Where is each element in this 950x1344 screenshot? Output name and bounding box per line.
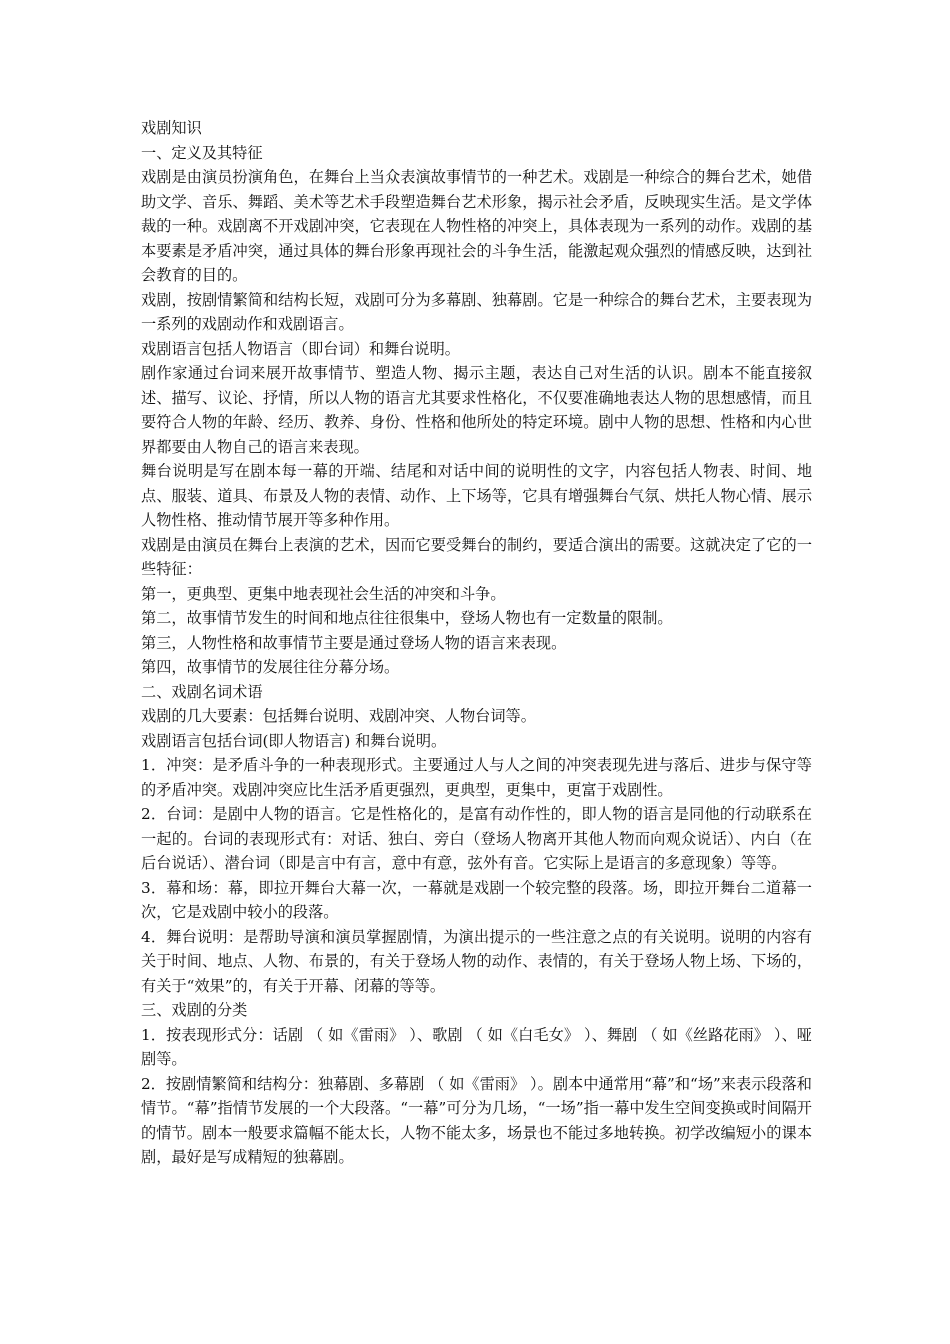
- paragraph: 剧作家通过台词来展开故事情节、塑造人物、揭示主题，表达自己对生活的认识。剧本不能直接叙述、描写、议论、抒情，所以人物的语言尤其要求性格化，不仅要准确地表达人物的思想感情，而且要符合人物的年龄、经历、教养、身份、性格和他所处的特定环境。剧中人物的思想、性格和内心世界都要由人物自己的语言来表现。: [141, 364, 812, 456]
- list-item: 3．幕和场：幕，即拉开舞台大幕一次，一幕就是戏剧一个较完整的段落。场，即拉开舞台二道幕一次，它是戏剧中较小的段落。: [141, 878, 812, 921]
- paragraph: 戏剧语言包括人物语言（即台词）和舞台说明。: [141, 339, 460, 358]
- list-item: 第二，故事情节发生的时间和地点往往很集中，登场人物也有一定数量的限制。: [141, 609, 673, 627]
- list-item: 第一，更典型、更集中地表现社会生活的冲突和斗争。: [141, 584, 506, 603]
- document-page: [141, 116, 812, 1170]
- paragraph: 戏剧语言包括台词(即人物语言) 和舞台说明。: [141, 731, 447, 750]
- paragraph: 戏剧是由演员扮演角色，在舞台上当众表演故事情节的一种艺术。戏剧是一种综合的舞台艺术，她借助文学、音乐、舞蹈、美术等艺术手段塑造舞台艺术形象，揭示社会矛盾，反映现实生活。是文学体裁的一种。戏剧离不开戏剧冲突，它表现在人物性格的冲突上，具体表现为一系列的动作。戏剧的基本要素是矛盾冲突，通过具体的舞台形象再现社会的斗争生活，能激起观众强烈的情感反映，达到社会教育的目的。: [141, 168, 812, 284]
- list-item: 2．按剧情繁简和结构分：独幕剧、多幕剧 （ 如《雷雨》 ）。剧本中通常用“幕”和“场”来表示段落和情节。“幕”指情节发展的一个大段落。“一幕”可分为几场，“一场”指一幕中发生空间变换或时间隔开的情节。剧本一般要求篇幅不能太长，人物不能太多，场景也不能过多地转换。初学改编短小的课本剧，最好是写成精短的独幕剧。: [141, 1074, 812, 1166]
- list-item: 第三，人物性格和故事情节主要是通过登场人物的语言来表现。: [141, 633, 567, 652]
- paragraph: 戏剧，按剧情繁简和结构长短，戏剧可分为多幕剧、独幕剧。它是一种综合的舞台艺术，主要表现为一系列的戏剧动作和戏剧语言。: [141, 290, 812, 333]
- section-heading: 三、戏剧的分类: [141, 1001, 248, 1019]
- section-heading: 一、定义及其特征: [141, 143, 263, 162]
- document-title: 戏剧知识: [141, 119, 202, 137]
- paragraph: 舞台说明是写在剧本每一幕的开端、结尾和对话中间的说明性的文字，内容包括人物表、时间、地点、服装、道具、布景及人物的表情、动作、上下场等，它具有增强舞台气氛、烘托人物心情、展示人物性格、推动情节展开等多种作用。: [141, 462, 812, 529]
- paragraph: 戏剧是由演员在舞台上表演的艺术，因而它要受舞台的制约，要适合演出的需要。这就决定了它的一些特征：: [141, 535, 812, 578]
- list-item: 1．冲突：是矛盾斗争的一种表现形式。主要通过人与人之间的冲突表现先进与落后、进步与保守等的矛盾冲突。戏剧冲突应比生活矛盾更强烈，更典型，更集中，更富于戏剧性。: [141, 756, 812, 799]
- list-item: 2．台词：是剧中人物的语言。它是性格化的，是富有动作性的，即人物的语言是同他的行动联系在一起的。台词的表现形式有：对话、独白、旁白（登场人物离开其他人物而向观众说话）、内白（在后台说话）、潜台词（即是言中有言，意中有意，弦外有音。它实际上是语言的多意现象）等等。: [141, 805, 812, 872]
- list-item: 第四，故事情节的发展往往分幕分场。: [141, 658, 400, 676]
- paragraph: 戏剧的几大要素：包括舞台说明、戏剧冲突、人物台词等。: [141, 707, 536, 725]
- section-heading: 二、戏剧名词术语: [141, 682, 263, 701]
- list-item: 1．按表现形式分：话剧 （ 如《雷雨》 ）、歌剧 （ 如《白毛女》 ）、舞剧 （ 如《丝路花雨》 ）、哑剧等。: [141, 1025, 812, 1068]
- list-item: 4．舞台说明：是帮助导演和演员掌握剧情，为演出提示的一些注意之点的有关说明。说明的内容有关于时间、地点、人物、布景的，有关于登场人物的动作、表情的，有关于登场人物上场、下场的，有关于“效果”的，有关于开幕、闭幕的等等。: [141, 927, 812, 995]
